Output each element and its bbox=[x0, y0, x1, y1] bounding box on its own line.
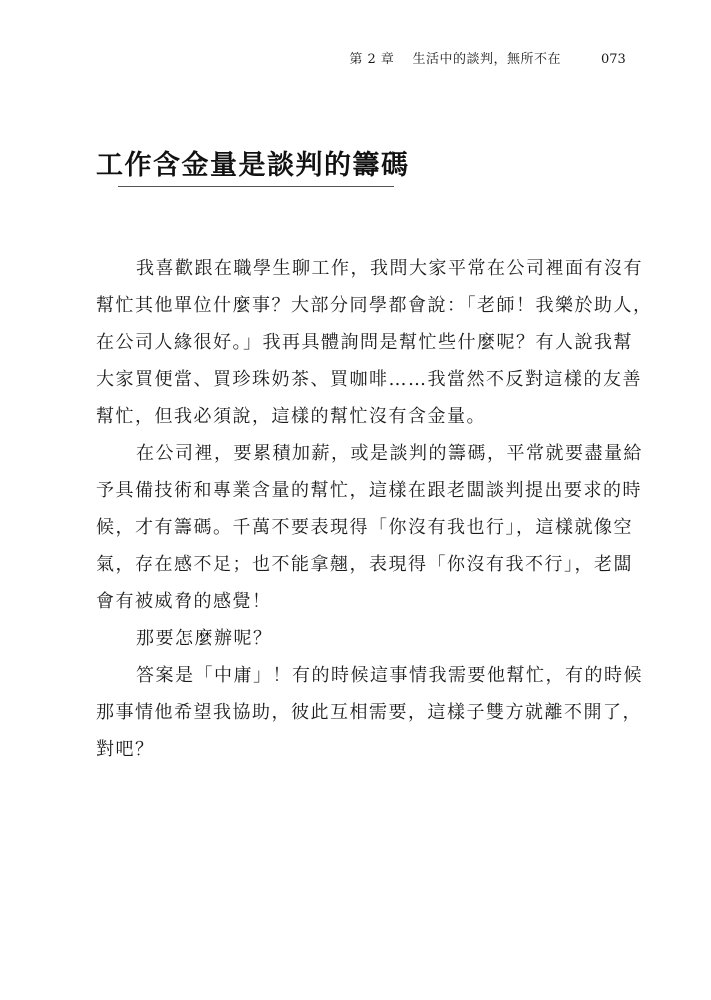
text-line: 在公司裡，要累積加薪，或是談判的籌碼，平常就要盡量給 bbox=[136, 443, 643, 464]
text-line: 候，才有籌碼。千萬不要表現得「你沒有我也行」，這樣就像空 bbox=[96, 517, 633, 538]
title-underline bbox=[118, 186, 394, 187]
paragraph-2 bbox=[96, 435, 643, 620]
text-line: 我喜歡跟在職學生聊工作，我問大家平常在公司裡面有沒有 bbox=[136, 258, 643, 279]
text-line: 予具備技術和專業含量的幫忙，這樣在跟老闆談判提出要求的時 bbox=[96, 480, 642, 501]
paragraph-3 bbox=[96, 620, 636, 657]
paragraph-1 bbox=[96, 250, 653, 435]
text-line: 大家買便當、買珍珠奶茶、買咖啡……我當然不反對這樣的友善 bbox=[96, 369, 642, 390]
text-line: 那要怎麼辦呢？ bbox=[136, 628, 273, 649]
text-line: 會有被威脅的感覺！ bbox=[96, 591, 272, 612]
section-title: 工作含金量是談判的籌碼 bbox=[96, 150, 410, 181]
text-line: 那事情他希望我協助，彼此互相需要，這樣子雙方就離不開了， bbox=[96, 702, 642, 723]
paragraph-4 bbox=[96, 657, 643, 768]
text-line: 幫忙其他單位什麼事？大部分同學都會說：「老師！我樂於助人， bbox=[96, 295, 653, 316]
text-line: 幫忙，但我必須說，這樣的幫忙沒有含金量。 bbox=[96, 406, 486, 427]
text-line: 對吧？ bbox=[96, 739, 155, 760]
text-line: 氣，存在感不足；也不能拿翹，表現得「你沒有我不行」，老闆 bbox=[96, 554, 633, 575]
page-number: 073 bbox=[601, 52, 626, 67]
text-line: 在公司人緣很好。」我再具體詢問是幫忙些什麼呢？有人說我幫 bbox=[96, 332, 633, 353]
running-header bbox=[0, 50, 711, 70]
body-text bbox=[96, 250, 653, 768]
chapter-label: 第 2 章 生活中的談判，無所不在 bbox=[349, 52, 561, 67]
text-line: 答案是「中庸」！有的時候這事情我需要他幫忙，有的時候 bbox=[136, 665, 643, 686]
